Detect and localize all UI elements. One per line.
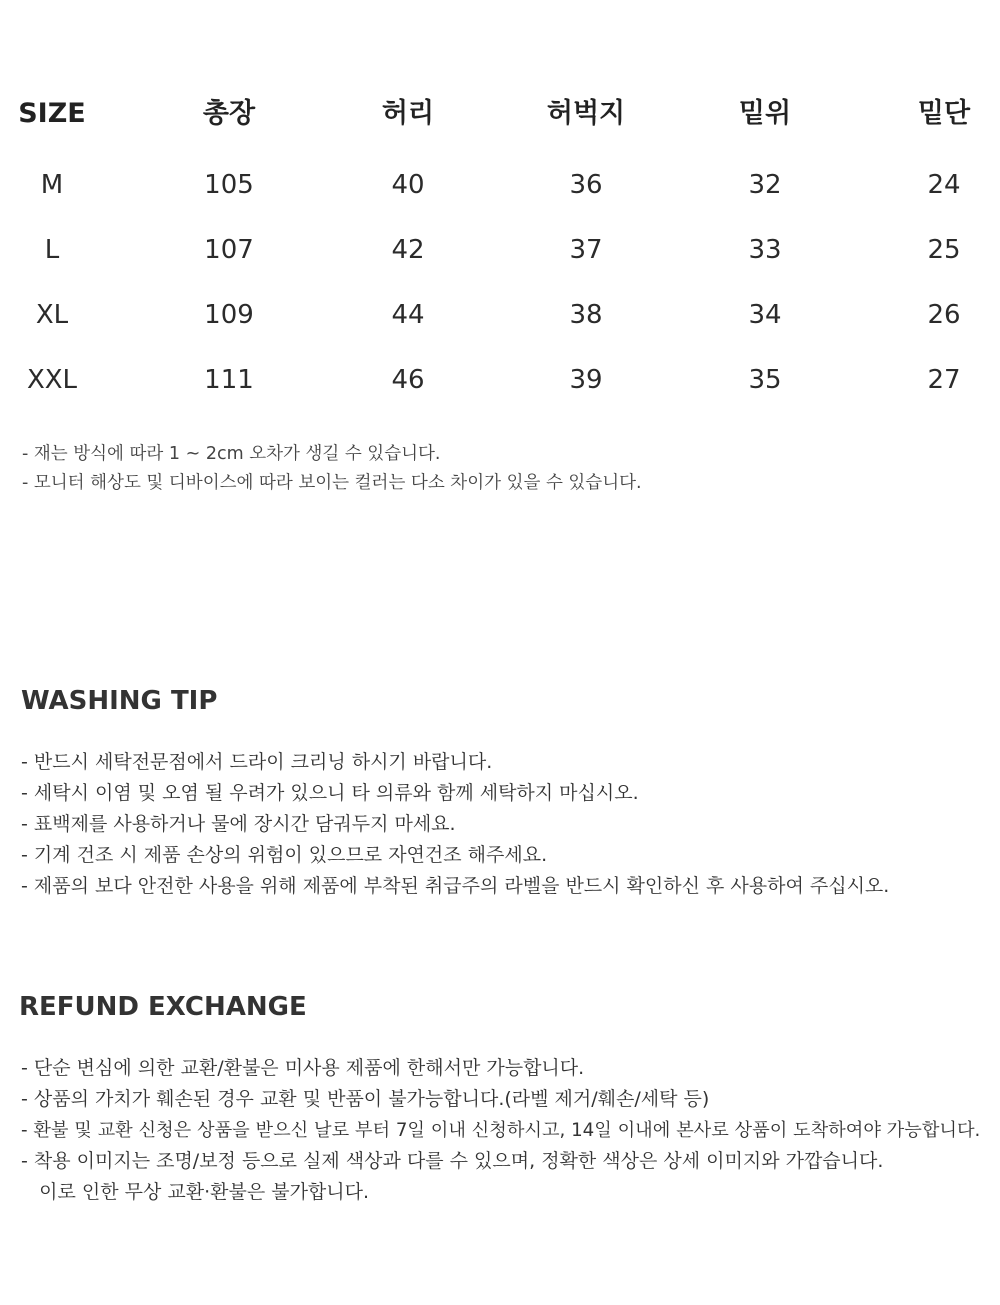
table-cell: 36	[569, 170, 603, 200]
header-rise: 밑위	[738, 98, 792, 129]
refund-item: - 환불 및 교환 신청은 상품을 받으신 날로 부터 7일 이내 신청하시고, 14일 이내에 본사로 상품이 도착하여야 가능합니다.	[21, 1120, 981, 1141]
table-cell: 40	[391, 170, 425, 200]
table-cell: 109	[204, 300, 254, 330]
size-label: XL	[35, 300, 69, 330]
washing-tip-item: - 제품의 보다 안전한 사용을 위해 제품에 부착된 취급주의 라벨을 반드시 확인하신 후 사용하여 주십시오.	[21, 875, 890, 897]
table-cell: 24	[927, 170, 961, 200]
washing-tip-item: - 세탁시 이염 및 오염 될 우려가 있으니 타 의류와 함께 세탁하지 마십시오.	[21, 782, 639, 804]
table-cell: 105	[204, 170, 254, 200]
refund-item: - 착용 이미지는 조명/보정 등으로 실제 색상과 다를 수 있으며, 정확한 색상은 상세 이미지와 가깝습니다.	[21, 1150, 884, 1172]
table-cell: 38	[569, 300, 603, 330]
washing-tip-title: WASHING TIP	[21, 686, 218, 716]
table-cell: 46	[391, 365, 425, 395]
header-size: SIZE	[18, 98, 86, 129]
table-cell: 107	[204, 235, 254, 265]
table-cell: 32	[748, 170, 782, 200]
table-cell: 42	[391, 235, 425, 265]
size-label: XXL	[26, 365, 78, 395]
refund-exchange-title: REFUND EXCHANGE	[19, 992, 307, 1022]
table-cell: 27	[927, 365, 961, 395]
washing-tip-item: - 기계 건조 시 제품 손상의 위험이 있으므로 자연건조 해주세요.	[21, 844, 548, 866]
refund-item: - 상품의 가치가 훼손된 경우 교환 및 반품이 불가능합니다.(라벨 제거/훼손/세탁 등)	[21, 1088, 710, 1110]
header-thigh: 허벅지	[546, 98, 626, 129]
header-total-length: 총장	[202, 98, 256, 129]
washing-tip-item: - 반드시 세탁전문점에서 드라이 크리닝 하시기 바랍니다.	[21, 751, 493, 773]
table-cell: 44	[391, 300, 425, 330]
header-hem: 밑단	[917, 98, 971, 129]
table-cell: 33	[748, 235, 782, 265]
table-cell: 39	[569, 365, 603, 395]
refund-item: - 단순 변심에 의한 교환/환불은 미사용 제품에 한해서만 가능합니다.	[21, 1057, 585, 1079]
table-cell: 111	[204, 365, 254, 395]
table-cell: 35	[748, 365, 782, 395]
size-note-measurement: - 재는 방식에 따라 1 ~ 2cm 오차가 생길 수 있습니다.	[22, 444, 441, 464]
size-label: M	[40, 170, 64, 200]
table-cell: 37	[569, 235, 603, 265]
washing-tip-item: - 표백제를 사용하거나 물에 장시간 담궈두지 마세요.	[21, 813, 456, 835]
header-waist: 허리	[381, 98, 435, 129]
table-cell: 25	[927, 235, 961, 265]
table-cell: 34	[748, 300, 782, 330]
size-note-monitor: - 모니터 해상도 및 디바이스에 따라 보이는 컬러는 다소 차이가 있을 수 있습니다.	[22, 473, 642, 493]
size-label: L	[44, 235, 60, 265]
refund-item-continuation: 이로 인한 무상 교환·환불은 불가합니다.	[21, 1181, 370, 1203]
table-cell: 26	[927, 300, 961, 330]
